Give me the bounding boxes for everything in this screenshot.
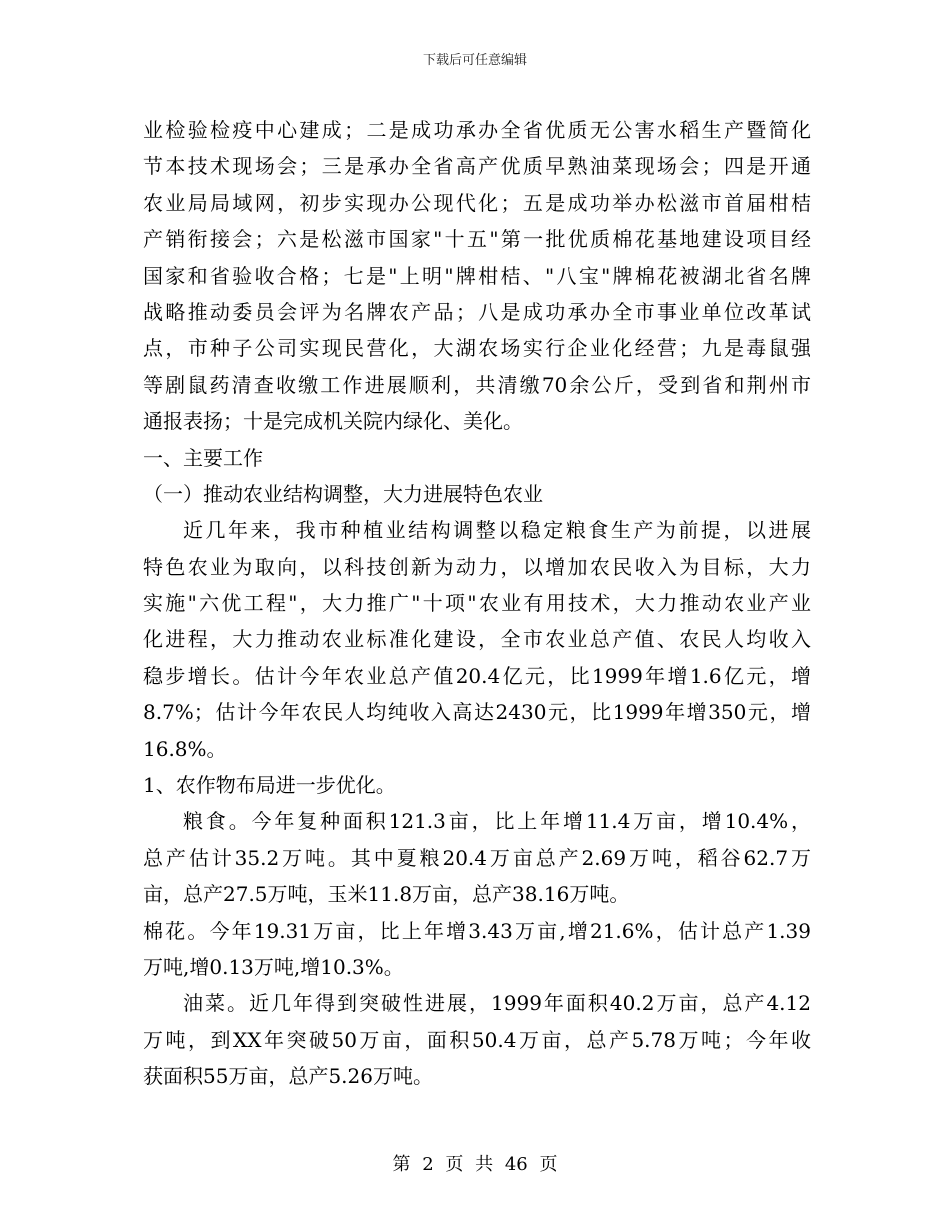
body-line: 万吨,增0.13万吨,增10.3%。 — [143, 954, 404, 979]
body-line: 16.8%。 — [143, 736, 227, 761]
page-number: 第 2 页 共 46 页 — [392, 1154, 558, 1175]
body-line: 节本技术现场会；三是承办全省高产优质早熟油菜现场会；四是开通 — [143, 154, 811, 179]
body-line: 棉花。今年19.31万亩，比上年增3.43万亩,增21.6%，估计总产1.39 — [143, 918, 811, 943]
body-line: 总产估计35.2万吨。其中夏粮20.4万亩总产2.69万吨，稻谷62.7万 — [143, 845, 811, 870]
body-line: 通报表扬；十是完成机关院内绿化、美化。 — [143, 409, 523, 434]
document-body — [143, 112, 811, 1095]
body-line: 稳步增长。估计今年农业总产值20.4亿元，比1999年增1.6亿元，增 — [143, 663, 811, 688]
body-line: 等剧鼠药清查收缴工作进展顺利，共清缴70余公斤，受到省和荆州市 — [143, 372, 811, 397]
body-line: 点，市种子公司实现民营化，大湖农场实行企业化经营；九是毒鼠强 — [143, 336, 811, 361]
body-line: 近几年来，我市种植业结构调整以稳定粮食生产为前提，以进展 — [183, 518, 811, 543]
body-line: 产销衔接会；六是松滋市国家"十五"第一批优质棉花基地建设项目经 — [143, 227, 811, 252]
body-line: 国家和省验收合格；七是"上明"牌柑桔、"八宝"牌棉花被湖北省名牌 — [143, 263, 811, 288]
body-line: 油菜。近几年得到突破性进展，1999年面积40.2万亩，总产4.12 — [183, 991, 811, 1016]
item-heading: 1、农作物布局进一步优化。 — [143, 773, 396, 798]
body-line: 8.7%；估计今年农民人均纯收入高达2430元，比1999年增350元，增 — [143, 700, 811, 725]
body-line: 万吨，到XX年突破50万亩，面积50.4万亩，总产5.78万吨；今年收 — [143, 1027, 811, 1052]
section-heading: 一、主要工作 — [143, 445, 263, 470]
body-line: 获面积55万亩，总产5.26万吨。 — [143, 1064, 433, 1089]
subsection-heading: （一）推动农业结构调整，大力进展特色农业 — [143, 481, 543, 506]
page-header-note: 下载后可任意编辑 — [422, 53, 527, 68]
body-line: 实施"六优工程"，大力推广"十项"农业有用技术，大力推动农业产业 — [143, 591, 811, 616]
body-line: 农业局局域网，初步实现办公现代化；五是成功举办松滋市首届柑桔 — [143, 190, 811, 215]
body-line: 业检验检疫中心建成；二是成功承办全省优质无公害水稻生产暨简化 — [143, 118, 811, 142]
body-line: 粮食。今年复种面积121.3亩，比上年增11.4万亩，增10.4%， — [183, 809, 811, 834]
body-line: 化进程，大力推动农业标准化建设，全市农业总产值、农民人均收入 — [143, 627, 811, 652]
body-line: 亩，总产27.5万吨，玉米11.8万亩，总产38.16万吨。 — [143, 882, 630, 907]
body-line: 战略推动委员会评为名牌农产品；八是成功承办全市事业单位改革试 — [143, 299, 811, 324]
body-line: 特色农业为取向，以科技创新为动力，以增加农民收入为目标，大力 — [143, 554, 811, 579]
